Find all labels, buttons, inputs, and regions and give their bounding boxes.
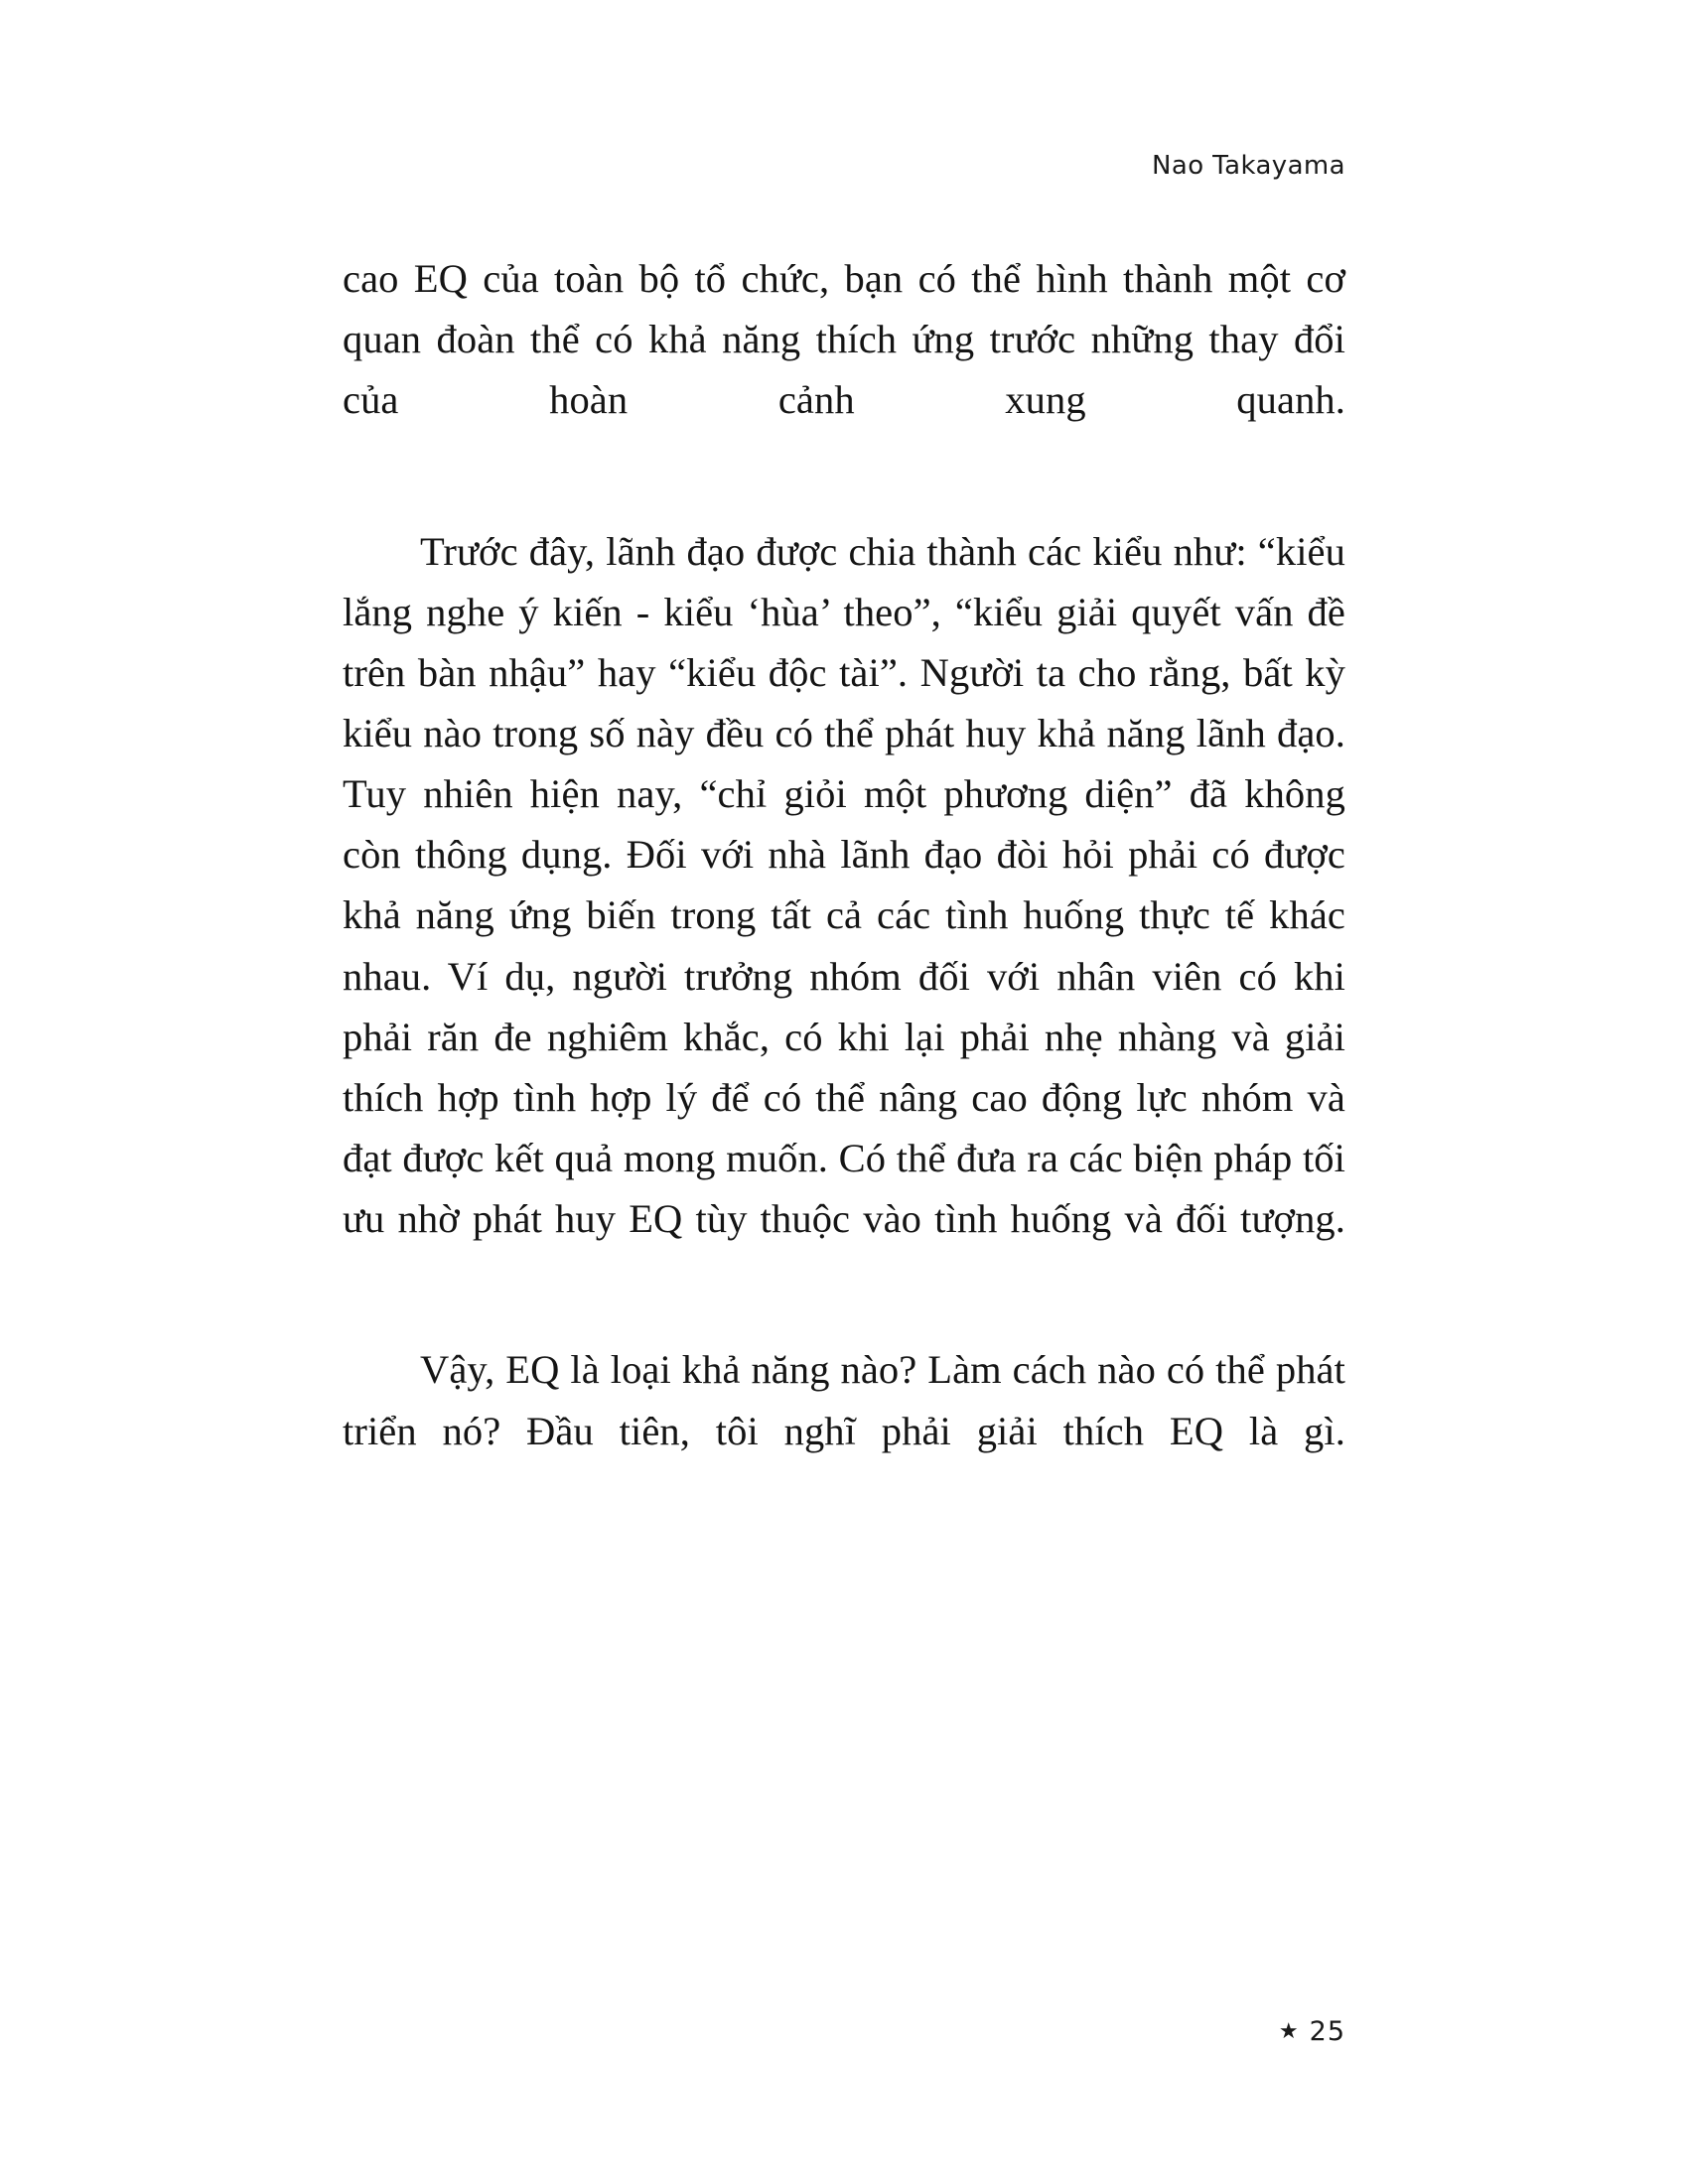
running-head-author: Nao Takayama <box>1152 151 1345 181</box>
star-icon: ★ <box>1278 2019 1300 2044</box>
body-text-column <box>343 248 1345 1522</box>
paragraph: cao EQ của toàn bộ tổ chức, bạn có thể hình thành một cơ quan đoàn thể có khả năng thích ứng trước những thay đổi của hoàn cảnh xung quanh. <box>343 256 1345 423</box>
paragraph: Trước đây, lãnh đạo được chia thành các kiểu như: “kiểu lắng nghe ý kiến - kiểu ‘hùa’ theo”, “kiểu giải quyết vấn đề trên bàn nhậu” hay “kiểu độc tài”. Người ta cho rằng, bất kỳ kiểu nào trong số này đều có thể phát huy khả năng lãnh đạo. Tuy nhiên hiện nay, “chỉ giỏi một phương diện” đã không còn thông dụng. Đối với nhà lãnh đạo đòi hỏi phải có được khả năng ứng biến trong tất cả các tình huống thực tế khác nhau. Ví dụ, người trưởng nhóm đối với nhân viên có khi phải răn đe nghiêm khắc, có khi lại phải nhẹ nhàng và giải thích hợp tình hợp lý để có thể nâng cao động lực nhóm và đạt được kết quả mong muốn. Có thể đưa ra các biện pháp tối ưu nhờ phát huy EQ tùy thuộc vào tình huống và đối tượng. <box>343 528 1345 1242</box>
paragraph: Vậy, EQ là loại khả năng nào? Làm cách nào có thể phát triển nó? Đầu tiên, tôi nghĩ phải giải thích EQ là gì. <box>343 1347 1345 1453</box>
page-number: 25 <box>1309 2016 1345 2047</box>
page-folio <box>1279 2016 1345 2047</box>
